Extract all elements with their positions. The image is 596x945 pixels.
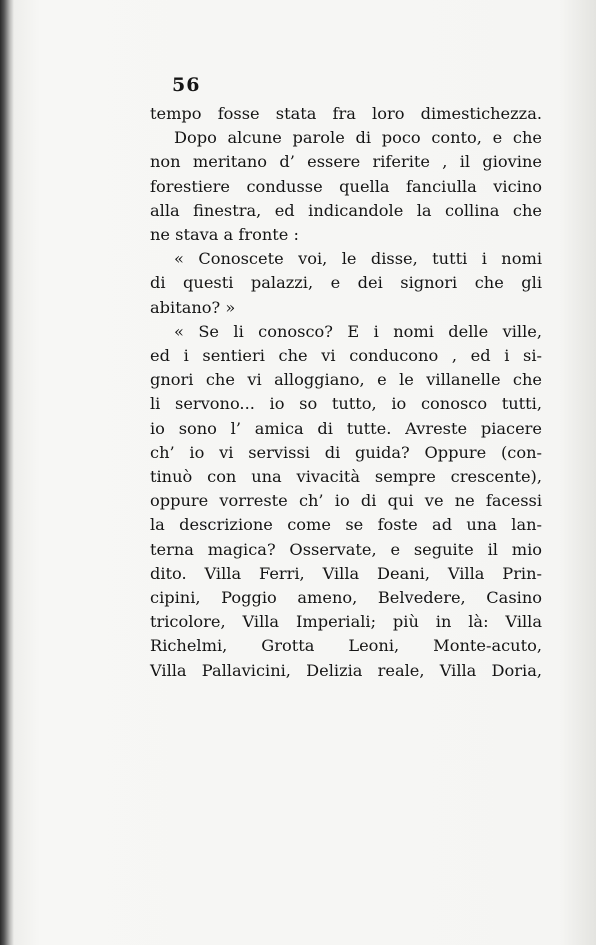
book-page bbox=[150, 74, 542, 683]
text-line: dito. Villa Ferri, Villa Deani, Villa Prin- bbox=[150, 563, 542, 583]
text-line: ch’ io vi servissi di guida? Oppure (con- bbox=[150, 442, 542, 462]
text-line: gnori che vi alloggiano, e le villanelle che bbox=[150, 370, 542, 390]
text-line: Dopo alcune parole di poco conto, e che bbox=[174, 128, 542, 148]
text-line: terna magica? Osservate, e seguite il mio bbox=[150, 539, 542, 559]
text-line: li servono... io so tutto, io conosco tutti, bbox=[150, 394, 542, 414]
text-line: Villa Pallavicini, Delizia reale, Villa Doria, bbox=[150, 660, 542, 680]
text-line: cipini, Poggio ameno, Belvedere, Casino bbox=[150, 588, 542, 608]
book-gutter-shadow bbox=[0, 0, 14, 945]
page-number: 56 bbox=[172, 74, 201, 96]
page-text-body bbox=[150, 102, 542, 683]
text-line: alla finestra, ed indicandole la collina che bbox=[150, 200, 542, 220]
text-line: tricolore, Villa Imperiali; più in là: Villa bbox=[150, 612, 542, 632]
text-line: abitano? » bbox=[150, 297, 236, 317]
text-line: la descrizione come se foste ad una lan- bbox=[150, 515, 542, 535]
text-line: io sono l’ amica di tutte. Avreste piacere bbox=[150, 418, 542, 438]
text-line: non meritano d’ essere riferite , il giovine bbox=[150, 152, 542, 172]
text-line: « Conoscete voi, le disse, tutti i nomi bbox=[174, 249, 542, 269]
text-line: ne stava a fronte : bbox=[150, 225, 299, 245]
text-line: ed i sentieri che vi conducono , ed i si- bbox=[150, 346, 542, 366]
text-line: tinuò con una vivacità sempre crescente), bbox=[150, 467, 542, 487]
text-line: Richelmi, Grotta Leoni, Monte-acuto, bbox=[150, 636, 542, 656]
text-line: forestiere condusse quella fanciulla vicino bbox=[150, 176, 542, 196]
text-line: tempo fosse stata fra loro dimestichezza. bbox=[150, 104, 542, 123]
text-line: oppure vorreste ch’ io di qui ve ne facessi bbox=[150, 491, 542, 511]
text-line: di questi palazzi, e dei signori che gli bbox=[150, 273, 542, 293]
text-line: « Se li conosco? E i nomi delle ville, bbox=[174, 321, 542, 341]
